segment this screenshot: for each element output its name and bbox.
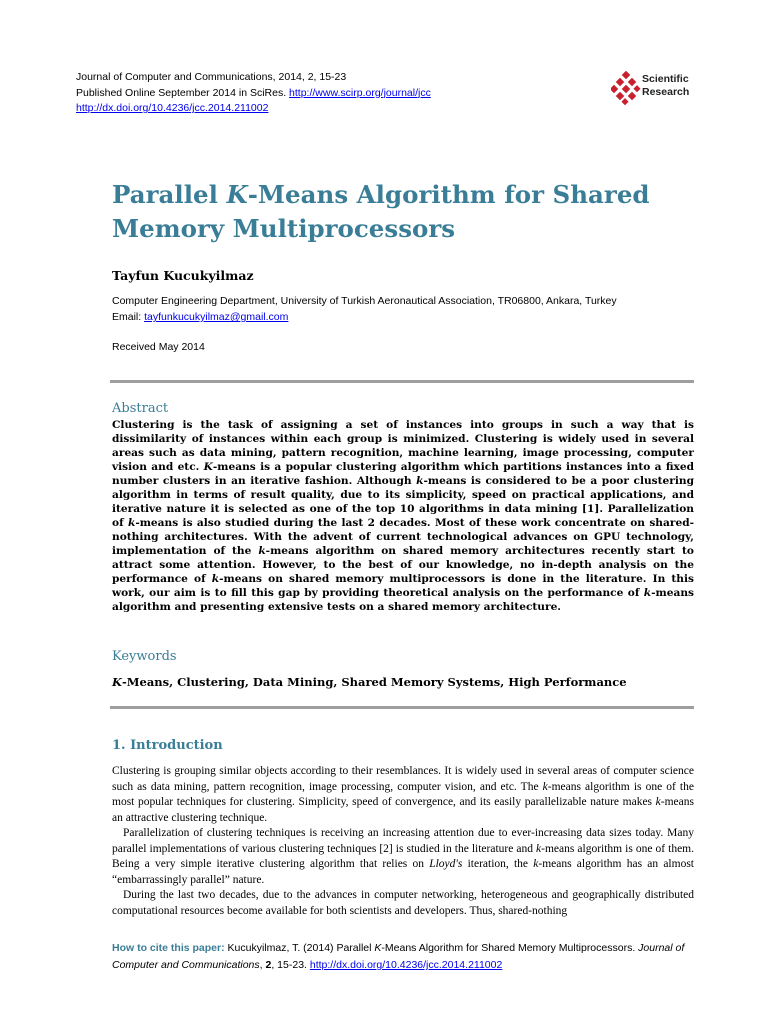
logo-line-1: Scientific: [642, 73, 689, 85]
keywords-heading: Keywords: [112, 649, 177, 664]
bottom-divider: [110, 706, 694, 709]
abstract-text: Clustering is the task of assigning a set of instances into groups in such a way that is dissimilarity of instances within each group is minimized. Clustering is widely used in several areas such as data mining, pattern recognition, machine learning, image processing, computer vision and etc. K-means is a popular clustering algorithm which partitions instances into a fixed number clusters in an iterative fashion. Although k-means is considered to be a poor clustering algorithm in terms of result quality, due to its simplicity, speed on practical applications, and iterative nature it is selected as one of the top 10 algorithms in data mining [1]. Parallelization of k-means is also studied during the last 2 decades. Most of these work concentrate on shared-nothing architectures. With the advent of current technological advances on GPU technology, implementation of the k-means algorithm on shared memory architectures recently start to attract some attention. However, to the best of our knowledge, no in-depth analysis on the performance of k-means on shared memory multiprocessors is done in the literature. In this work, our aim is to fill this gap by providing theoretical analysis on the performance of k-means algorithm and presenting extensive tests on a shared memory architecture.: [112, 419, 695, 613]
affiliation: Computer Engineering Department, University of Turkish Aeronautical Association, TR06800, Ankara, Turkey: [112, 295, 617, 307]
intro-paragraph-3: During the last two decades, due to the advances in computer networking, heterogeneous and geographically distributed computational resources become available for both scientists and developers. Thus, shared-nothing: [112, 889, 694, 917]
abstract-heading: Abstract: [112, 401, 169, 416]
title-part-1: Parallel: [112, 180, 227, 209]
journal-line: Journal of Computer and Communications, 2014, 2, 15-23: [76, 71, 347, 83]
paper-title: [112, 178, 712, 246]
journal-url-link[interactable]: http://www.scirp.org/journal/jcc: [289, 86, 431, 99]
email-label: Email:: [112, 311, 145, 323]
logo-line-2: Research: [642, 86, 690, 98]
keywords-list: K-Means, Clustering, Data Mining, Shared Memory Systems, High Performance: [112, 675, 627, 689]
cite-doi-link[interactable]: http://dx.doi.org/10.4236/jcc.2014.211002: [309, 959, 503, 971]
published-line: [76, 86, 496, 102]
introduction-text: [112, 764, 694, 919]
intro-paragraph-1: Clustering is grouping similar objects according to their resemblances. It is widely used in several areas of computer science such as data mining, pattern recognition, image processing, computer vision, and etc. The k-means algorithm is one of the most popular techniques for clustering. Simplicity, speed of convergence, and its easily parallelizable nature makes k-means an attractive clustering technique.: [112, 765, 694, 824]
logo-text: [642, 73, 689, 99]
cite-label: How to cite this paper:: [112, 942, 228, 954]
introduction-heading: 1. Introduction: [112, 738, 223, 753]
author-name: Tayfun Kucukyilmaz: [112, 268, 254, 283]
email-link[interactable]: tayfunkucukyilmaz@gmail.com: [144, 311, 289, 323]
top-divider: [110, 380, 694, 383]
title-italic-k: K: [226, 180, 248, 209]
doi-link[interactable]: http://dx.doi.org/10.4236/jcc.2014.211002: [76, 102, 269, 114]
scientific-research-logo: [611, 70, 711, 106]
logo-mark-icon: [611, 70, 641, 106]
title-part-2: -Means Algorithm for Shared: [247, 180, 650, 209]
email-line: [112, 309, 712, 325]
published-prefix: Published Online September 2014 in SciRes.: [76, 86, 287, 99]
intro-paragraph-2: Parallelization of clustering techniques is receiving an increasing attention due to ever-increasing data sizes today. Many parallel implementations of various clustering techniques [2] is studied in the literature and k-means algorithm is one of them. Being a very simple iterative clustering algorithm that relies on Lloyd's iteration, the k-means algorithm has an almost “embarrassingly parallel” nature.: [112, 827, 694, 886]
title-line-2: Memory Multiprocessors: [112, 214, 456, 243]
received-date: Received May 2014: [112, 341, 205, 353]
how-to-cite: How to cite this paper: Kucukyilmaz, T. (2014) Parallel K-Means Algorithm for Shared Memory Multiprocessors. Journal of Computer and Communications, 2, 15-23. http://dx.doi.org/10.4236/jcc.2014.211002: [112, 942, 685, 971]
affiliation-block: [112, 293, 712, 325]
journal-header: [76, 70, 496, 117]
